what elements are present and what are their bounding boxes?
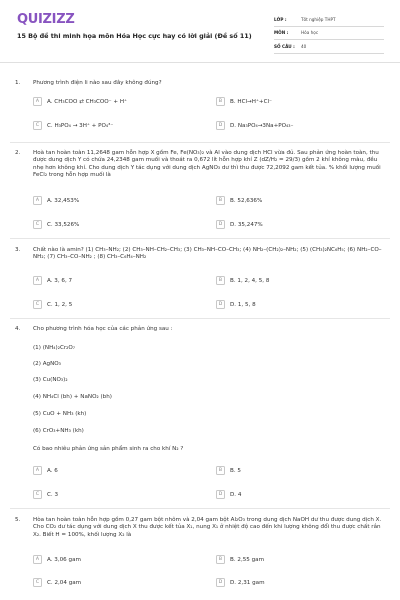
option-text: A. 3, 6, 7 — [47, 277, 73, 284]
page-header — [0, 0, 400, 62]
question-separator — [10, 238, 390, 239]
meta-value: Hóa học — [301, 30, 319, 36]
question-text: Hòa tan hoàn toàn hỗn hợp gồm 0,27 gam bột nhôm và 2,04 gam bột Al₂O₃ trong dung dịch NaOH dư thu được dung dịch X. Cho CO₂ dư tác dụng với dung dịch X thu được kết tủa X₁, nung X₁ ở nhiệt độ cao đến khi lượng không đổi thu được chất rắn X₂. Biết H = 100%, khối lượng X₂ là — [33, 517, 382, 538]
question-text: Cho phương trình hóa học của các phản ứng sau : — [33, 326, 173, 332]
option-text: A. 32,453% — [47, 197, 80, 204]
option-letter: B — [216, 466, 225, 475]
meta-value: 40 — [301, 43, 307, 49]
option-text: D. 2,31 gam — [230, 579, 265, 586]
option-b[interactable] — [216, 554, 264, 565]
option-text: C. 1, 2, 5 — [47, 301, 73, 308]
option-letter: A — [33, 97, 42, 106]
question-number: 2. — [15, 150, 21, 156]
option-text: C. 2,04 gam — [47, 579, 82, 586]
question-text: Hoà tan hoàn toàn 11,2648 gam hỗn hợp X gồm Fe, Fe(NO₃)₂ và Al vào dung dịch HCl vừa đủ. Sau phản ứng hoàn toàn, thu được dung dịch Y có chứa 24,2348 gam muối và thoát ra 0,672 lít hỗn hợp khí Z (dZ/H₂ = 29/3) gồm 2 khí không màu, đều nhẹ hơn không khí. Cho dung dịch Y tác dụng với dung dịch AgNO₃ dư thì thu được 72,2092 gam kết tủa. % khối lượng muối FeCl₂ trong hỗn hợp muối là — [33, 150, 381, 178]
option-text: B. HCl→H⁺+Cl⁻ — [230, 98, 273, 105]
option-letter: A — [33, 466, 42, 475]
meta-value: Tốt nghiệp THPT — [301, 16, 336, 22]
option-c[interactable] — [33, 489, 58, 500]
option-text: B. 2,55 gam — [230, 556, 265, 563]
question-footer: Có bao nhiêu phản ứng sản phẩm sinh ra cho khí N₂ ? — [33, 446, 184, 452]
question-separator — [10, 508, 390, 509]
option-letter: C — [33, 300, 42, 309]
option-d[interactable] — [216, 299, 256, 310]
meta-row-count — [274, 40, 384, 54]
quizizz-logo: QUIZIZZ — [17, 12, 75, 27]
question-text: Chất nào là amin? (1) CH₃–NH₂; (2) CH₃–NH–CH₂–CH₃; (3) CH₃–NH–CO–CH₃; (4) NH₂–(CH₂)₂–NH₂; (5) (CH₃)₂NC₆H₅; (6) NH₂–CO–NH₂; (7) CH₃–CO–NH₂ ; (8) CH₃–C₆H₄–NH₂ — [33, 247, 382, 261]
option-b[interactable] — [216, 465, 241, 476]
question-text: Phương trình điện li nào sau đây không đúng? — [33, 80, 162, 86]
option-letter: B — [216, 196, 225, 205]
reaction-item: (5) CuO + NH₃ (kh) — [33, 411, 87, 417]
question-separator — [10, 142, 390, 143]
meta-row-subject — [274, 27, 384, 41]
option-a[interactable] — [33, 195, 79, 206]
option-a[interactable] — [33, 275, 72, 286]
option-d[interactable] — [216, 489, 241, 500]
option-c[interactable] — [33, 299, 72, 310]
reaction-item: (3) Cu(NO₃)₂ — [33, 377, 68, 383]
option-letter: D — [216, 220, 225, 229]
document-title: 15 Bộ đề thi minh họa môn Hóa Học cực hay có lời giải (Đề số 11) — [17, 32, 252, 40]
option-letter: C — [33, 578, 42, 587]
reaction-item: (6) CrO₃+NH₃ (kh) — [33, 428, 84, 434]
option-letter: A — [33, 196, 42, 205]
option-letter: C — [33, 121, 42, 130]
option-d[interactable] — [216, 577, 265, 588]
option-letter: C — [33, 490, 42, 499]
option-text: D. Na₃PO₄→3Na+PO₄₃₋ — [230, 122, 294, 129]
question-number: 5. — [15, 517, 21, 523]
question-number: 1. — [15, 80, 21, 86]
question-number: 3. — [15, 247, 21, 253]
option-text: A. CH₃COO ⇄ CH₃COO⁻ + H⁺ — [47, 98, 128, 105]
option-letter: D — [216, 300, 225, 309]
option-a[interactable] — [33, 465, 58, 476]
header-divider — [0, 62, 400, 63]
question-number: 4. — [15, 326, 21, 332]
option-a[interactable] — [33, 96, 127, 107]
question-separator — [10, 318, 390, 319]
option-b[interactable] — [216, 96, 272, 107]
option-a[interactable] — [33, 554, 81, 565]
meta-row-class — [274, 13, 384, 27]
reaction-item: (2) AgNO₃ — [33, 361, 61, 367]
option-letter: D — [216, 578, 225, 587]
option-letter: B — [216, 555, 225, 564]
option-text: A. 3,06 gam — [47, 556, 81, 563]
option-letter: B — [216, 276, 225, 285]
reaction-item: (1) (NH₄)₂Cr₂O₇ — [33, 345, 76, 351]
option-c[interactable] — [33, 577, 81, 588]
option-c[interactable] — [33, 219, 79, 230]
option-text: B. 1, 2, 4, 5, 8 — [230, 277, 270, 284]
meta-table — [274, 13, 384, 54]
option-text: C. 3 — [47, 491, 59, 498]
meta-key: MÔN : — [274, 30, 289, 36]
option-d[interactable] — [216, 219, 263, 230]
option-b[interactable] — [216, 275, 269, 286]
option-text: D. 35,247% — [230, 221, 263, 228]
reaction-item: (4) NH₄Cl (bh) + NaNO₂ (bh) — [33, 394, 112, 400]
option-text: A. 6 — [47, 467, 58, 474]
option-d[interactable] — [216, 120, 294, 131]
meta-key: LỚP : — [274, 16, 287, 22]
option-letter: B — [216, 97, 225, 106]
option-letter: A — [33, 276, 42, 285]
option-text: D. 1, 5, 8 — [230, 301, 256, 308]
option-letter: D — [216, 490, 225, 499]
option-text: C. H₃PO₄ → 3H⁺ + PO₄³⁻ — [47, 122, 114, 129]
option-letter: A — [33, 555, 42, 564]
option-text: D. 4 — [230, 491, 242, 498]
option-text: B. 52,636% — [230, 197, 263, 204]
option-text: B. 5 — [230, 467, 241, 474]
option-letter: D — [216, 121, 225, 130]
option-c[interactable] — [33, 120, 113, 131]
meta-key: SỐ CÂU : — [274, 43, 295, 49]
option-letter: C — [33, 220, 42, 229]
option-text: C. 33,526% — [47, 221, 80, 228]
option-b[interactable] — [216, 195, 262, 206]
